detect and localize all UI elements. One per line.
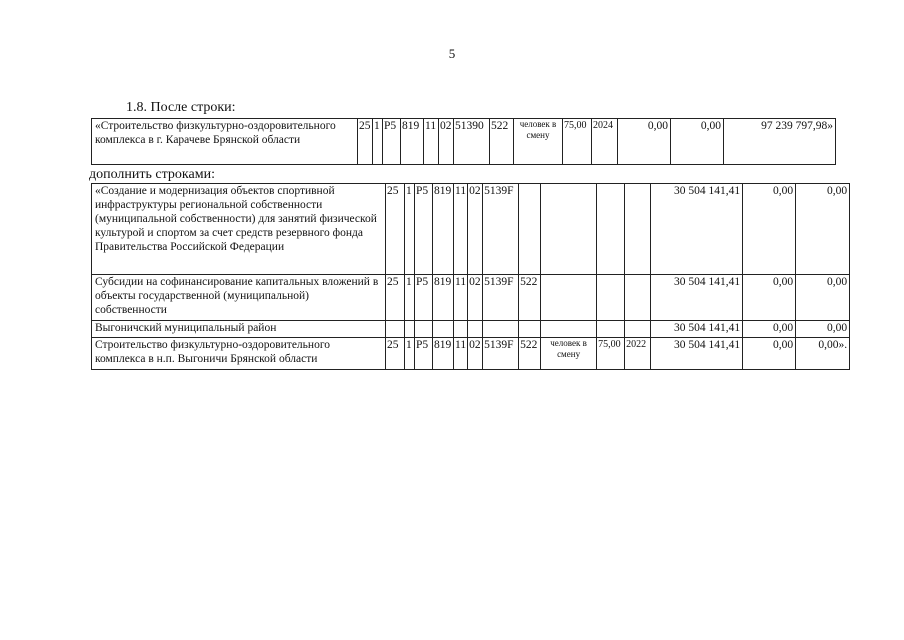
table-added-rows [91, 183, 850, 370]
amount-cell: 0,00 [796, 184, 850, 275]
year-cell [625, 321, 651, 338]
code-cell: Р5 [383, 119, 401, 165]
code-cell: 5139F [483, 338, 519, 370]
quantity-cell [597, 321, 625, 338]
code-cell: 819 [433, 275, 454, 321]
unit-cell: человек в смену [514, 119, 563, 165]
amount-cell: 30 504 141,41 [651, 338, 743, 370]
year-cell: 2024 [592, 119, 618, 165]
year-cell: 2022 [625, 338, 651, 370]
year-cell [625, 184, 651, 275]
code-cell: 522 [519, 338, 541, 370]
amount-cell: 0,00». [796, 338, 850, 370]
amount-cell: 0,00 [796, 275, 850, 321]
code-cell: 1 [405, 338, 415, 370]
code-cell: 02 [439, 119, 454, 165]
code-cell [405, 321, 415, 338]
row-name: «Строительство физкультурно-оздоровительного комплекса в г. Карачеве Брянской области [92, 119, 358, 165]
code-cell: 1 [373, 119, 383, 165]
code-cell: 25 [386, 184, 405, 275]
code-cell [415, 321, 433, 338]
code-cell: 11 [454, 184, 468, 275]
amount-cell: 0,00 [671, 119, 724, 165]
row-name: «Создание и модернизация объектов спортивной инфраструктуры региональной собственности (муниципальной собственности) для занятий физической культурой и спортом за счет средств резервного фонда Правительства Российской Федерации [92, 184, 386, 275]
code-cell: 11 [454, 275, 468, 321]
page-number: 5 [448, 46, 456, 61]
code-cell: 25 [386, 338, 405, 370]
code-cell [519, 321, 541, 338]
unit-cell: человек в смену [541, 338, 597, 370]
table-row [92, 184, 850, 275]
section-heading: 1.8. После строки: [126, 100, 236, 115]
amount-cell: 97 239 797,98» [724, 119, 836, 165]
amount-cell: 0,00 [743, 321, 796, 338]
amount-cell: 0,00 [796, 321, 850, 338]
row-name: Субсидии на софинансирование капитальных вложений в объекты государственной (муниципальной) собственности [92, 275, 386, 321]
code-cell [433, 321, 454, 338]
code-cell: 11 [424, 119, 439, 165]
quantity-cell [597, 275, 625, 321]
amount-cell: 0,00 [743, 338, 796, 370]
amount-cell: 30 504 141,41 [651, 321, 743, 338]
table-row [92, 119, 836, 165]
code-cell: 25 [358, 119, 373, 165]
row-name: Строительство физкультурно-оздоровительного комплекса в н.п. Выгоничи Брянской области [92, 338, 386, 370]
code-cell: 5139F [483, 184, 519, 275]
code-cell [519, 184, 541, 275]
table-original-row [91, 118, 836, 165]
amount-cell: 0,00 [618, 119, 671, 165]
code-cell: 1 [405, 184, 415, 275]
amount-cell: 30 504 141,41 [651, 184, 743, 275]
row-name: Выгоничский муниципальный район [92, 321, 386, 338]
quantity-cell: 75,00 [563, 119, 592, 165]
code-cell [454, 321, 468, 338]
unit-cell [541, 275, 597, 321]
quantity-cell [597, 184, 625, 275]
code-cell: Р5 [415, 275, 433, 321]
code-cell: 819 [401, 119, 424, 165]
year-cell [625, 275, 651, 321]
unit-cell [541, 184, 597, 275]
code-cell: 522 [519, 275, 541, 321]
code-cell: 819 [433, 184, 454, 275]
code-cell: 51390 [454, 119, 490, 165]
code-cell: 819 [433, 338, 454, 370]
code-cell: 02 [468, 338, 483, 370]
code-cell: Р5 [415, 338, 433, 370]
code-cell: 522 [490, 119, 514, 165]
section-subheading: дополнить строками: [89, 167, 215, 182]
amount-cell: 0,00 [743, 275, 796, 321]
code-cell: 25 [386, 275, 405, 321]
code-cell: 5139F [483, 275, 519, 321]
amount-cell: 30 504 141,41 [651, 275, 743, 321]
code-cell: Р5 [415, 184, 433, 275]
code-cell: 11 [454, 338, 468, 370]
amount-cell: 0,00 [743, 184, 796, 275]
code-cell [483, 321, 519, 338]
code-cell [386, 321, 405, 338]
code-cell: 02 [468, 275, 483, 321]
code-cell [468, 321, 483, 338]
table-row [92, 321, 850, 338]
code-cell: 02 [468, 184, 483, 275]
table-row [92, 338, 850, 370]
table-row [92, 275, 850, 321]
quantity-cell: 75,00 [597, 338, 625, 370]
code-cell: 1 [405, 275, 415, 321]
unit-cell [541, 321, 597, 338]
